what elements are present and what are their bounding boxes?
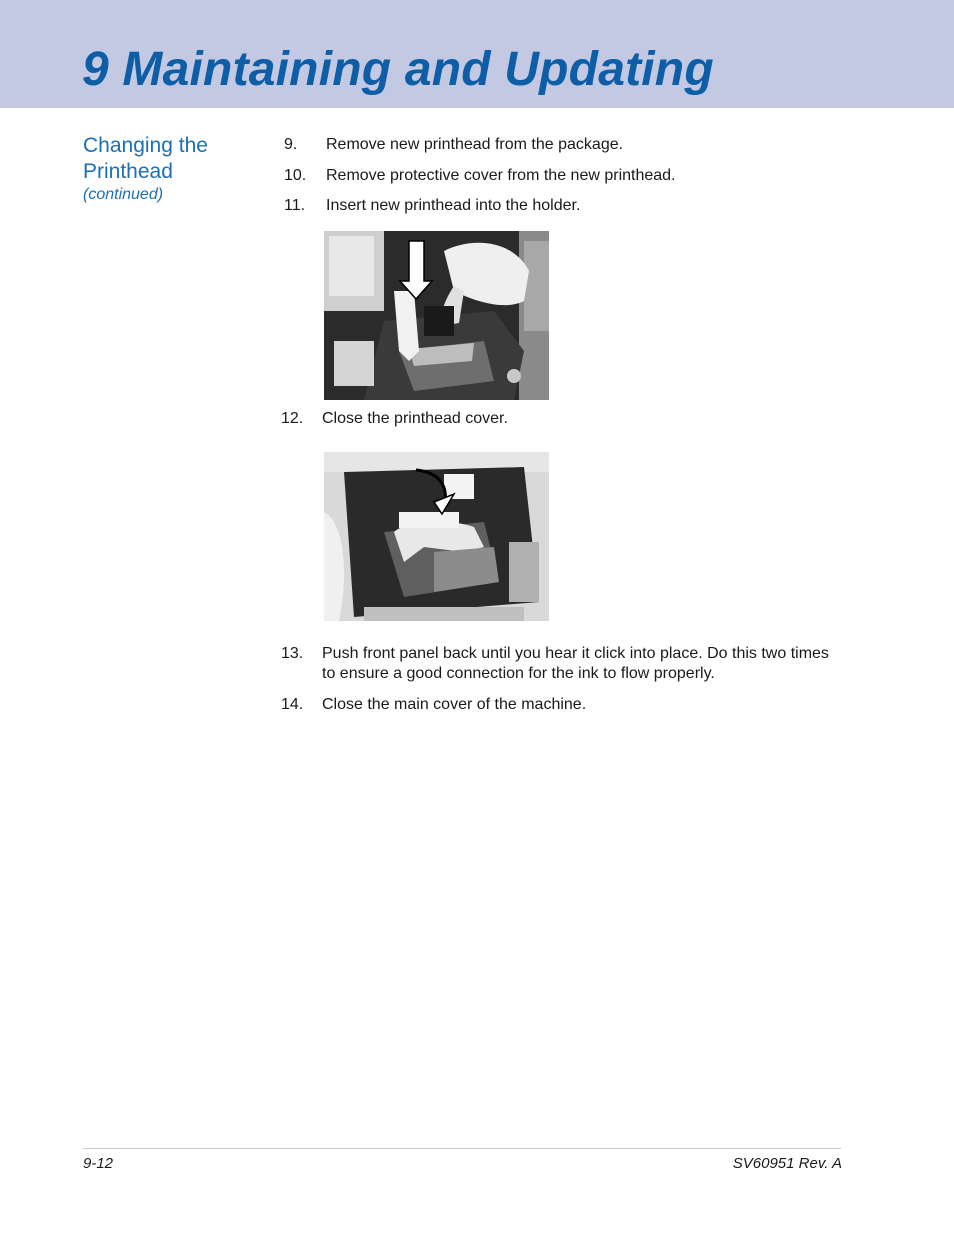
- step-text: Remove new printhead from the package.: [326, 136, 624, 153]
- section-title: Changing the Printhead: [83, 134, 208, 183]
- step-number: 11.: [284, 197, 306, 214]
- close-cover-photo: [324, 452, 549, 621]
- step-12: [281, 409, 841, 429]
- section-subtitle: (continued): [83, 186, 164, 203]
- insert-printhead-illustration: [324, 231, 549, 400]
- step-number: 13.: [281, 645, 304, 662]
- insert-printhead-photo: [324, 231, 549, 400]
- step-number: 14.: [281, 696, 304, 713]
- chapter-title: 9 Maintaining and Updating: [82, 43, 714, 96]
- step-text: Insert new printhead into the holder.: [326, 197, 581, 214]
- step-number: 10.: [284, 167, 307, 184]
- step-text: Close the printhead cover.: [322, 410, 508, 427]
- footer-divider: [83, 1148, 841, 1149]
- header-band: [0, 0, 954, 108]
- step-number: 9.: [284, 136, 298, 153]
- step-14: [281, 695, 841, 715]
- step-number: 12.: [281, 410, 304, 427]
- document-id: SV60951 Rev. A: [732, 1155, 842, 1172]
- section-heading: [83, 133, 263, 205]
- step-9: [284, 135, 844, 155]
- step-13: [281, 644, 841, 684]
- close-cover-illustration: [324, 452, 549, 621]
- step-text: Push front panel back until you hear it click into place. Do this two times to ensure a good connection for the ink to flow properly.: [322, 645, 829, 682]
- step-11: [284, 196, 844, 216]
- page-number: 9-12: [83, 1155, 114, 1172]
- step-text: Remove protective cover from the new printhead.: [326, 167, 676, 184]
- step-text: Close the main cover of the machine.: [322, 696, 587, 713]
- step-10: [284, 166, 844, 186]
